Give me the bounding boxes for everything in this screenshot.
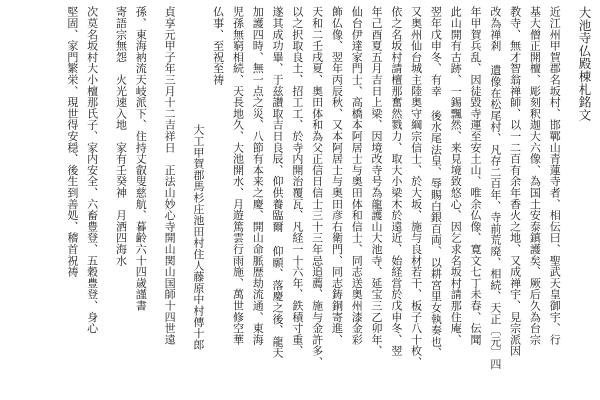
document-title: 大池寺仏殿棟札銘文 bbox=[577, 6, 592, 122]
text-line: 以之択取良土、招工工、於寺内開治覆瓦、凡経一十六年、鉄積寸重、 bbox=[290, 6, 304, 357]
carpenter-dedication: 大工甲賀郡馬杉庄池田村住人藤原中村傳十郎 bbox=[191, 124, 205, 350]
verse-line: 寄語宗無怨 火光速入地 家有壬癸神 月洒四海水 bbox=[114, 6, 128, 266]
text-line: 此山開有古跡、一錫飄然、来見境致悠心、因乞求名坂村請那住庵、 bbox=[449, 6, 463, 345]
text-line: 飾仏像、翌年丙辰秋、又本阿居士与奥田彦右衛門、同志鋳銅寄進、 bbox=[330, 6, 344, 345]
text-line: 年甲賀兵乱、因徒毀寺運至安土山、唯余仏像、寛文七丁未春、伝聞 bbox=[469, 6, 483, 345]
lineage-line: 孫、東海衲流天岐派下、住持丈叡叟慈航、暮齢六十四歳謹書 bbox=[134, 6, 148, 312]
date-line: 貞享元甲子年三月十二吉祥日 正法山妙心寺開山関山国師十四世遠 bbox=[163, 6, 177, 345]
text-line: 依之名坂村請檀那奮然戮力、取大小梁木於遠近、始経営於戊申冬、翌 bbox=[389, 6, 403, 357]
text-line: 改為禅剎 遺像在松尾村、凡存二百年、寺前荒廃、相続、天正〔元〕四 bbox=[488, 6, 502, 370]
verse-line: 次莫名坂村大小檀那氏子、家内安全、六畜豊登、五穀豊登、身心 bbox=[85, 6, 99, 334]
inscription-text-block bbox=[6, 6, 594, 394]
text-line: 加護四時、無一点之災、八節有本来之慶、開山命脈歴劫流通、東海 bbox=[251, 6, 265, 345]
text-line: 仙台伊達家門士、高橋本阿居士与奥田体和信士、同志送奥州漆金彩 bbox=[350, 6, 364, 345]
text-line: 天和二壬戌夏、奥田体和為父正信日信士三十三年忌追薦、施与金許多、 bbox=[310, 6, 324, 368]
text-line: 基大僧正開檀、彫刻釈迦大六像、為国土安泰鎮護矣、厥后久為台宗 bbox=[528, 6, 542, 345]
text-line: 仏事、至祝至祷 bbox=[211, 6, 225, 86]
text-line: 教寺、無才智翁禅師、以一二百有余年香火之地、又成禅宇、見宗派因 bbox=[508, 6, 522, 357]
text-line: 児孫無窮相続、天長地久、大池開水、月遊篤雲行雨施、萬世修空華 bbox=[231, 6, 245, 345]
text-line: 近江州甲賀郡名坂村、邯鄲山青蓮寺者、相伝曰、聖武天皇御宇、行 bbox=[548, 6, 562, 345]
text-line: 翌年戊申冬、有幸 後水尾法皇、辱賜白銀百両、以耕宮里女執奏也、 bbox=[429, 6, 443, 359]
text-line: 年己酉夏五月吉日上梁、因境改寺号為龍護山大池寺、延宝三乙卯年、 bbox=[370, 6, 384, 357]
verse-line: 堅固、家門繁栄、現世得安穏、後生到善処、稽首祝祷 bbox=[65, 6, 79, 278]
text-line: 遂其成功畢、于兹讃取吉日良辰、仰供養臨爾 仰願、落慶之後、龍天 bbox=[271, 6, 285, 359]
text-line: 又奥州仙台城主陸奥守綱宗信士、於大坂、施与良材若干、板子八十枚、 bbox=[409, 6, 423, 368]
